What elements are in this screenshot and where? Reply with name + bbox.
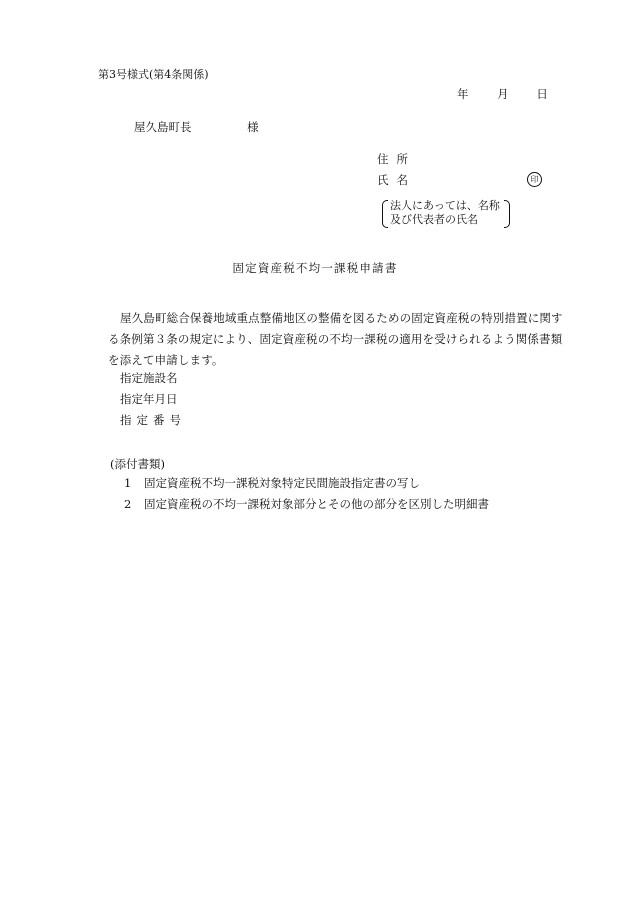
- attachment-text: 固定資産税の不均一課税対象部分とその他の部分を区別した明細書: [144, 497, 489, 511]
- corporation-note-line1: 法人にあっては、名称: [390, 199, 500, 212]
- date-line: [457, 88, 548, 102]
- address-label: 住所: [377, 152, 416, 166]
- corporation-note: [382, 199, 510, 227]
- attachment-text: 固定資産税不均一課税対象特定民間施設指定書の写し: [144, 476, 420, 490]
- designation-number: 指定番号: [120, 413, 186, 427]
- addressee: 屋久島町長: [134, 120, 192, 134]
- attachment-item: [124, 477, 420, 491]
- date-month: 月: [497, 87, 509, 101]
- application-body: 屋久島町総合保養地域重点整備地区の整備を図るための固定資産税の特別措置に関する条例第３条の規定により、固定資産税の不均一課税の適用を受けられるよう関係書類を添えて申請します。: [108, 311, 563, 367]
- attachment-item: [124, 498, 489, 512]
- attachment-number: 1: [124, 476, 132, 490]
- name-label: 氏名: [377, 173, 416, 187]
- bracket-right: [504, 200, 510, 228]
- seal-mark: 印: [527, 172, 542, 187]
- designation-date: 指定年月日: [120, 392, 178, 406]
- designated-facility-name: 指定施設名: [120, 371, 178, 385]
- form-number: 第3号様式(第4条関係): [98, 68, 209, 81]
- attachments-heading: (添付書類): [110, 457, 165, 471]
- attachment-number: 2: [124, 497, 132, 511]
- bracket-left: [382, 200, 388, 228]
- document-title: 固定資産税不均一課税申請書: [232, 261, 398, 275]
- addressee-honorific: 様: [247, 120, 259, 134]
- addressee-line: [134, 121, 259, 135]
- date-year: 年: [457, 87, 469, 101]
- corporation-note-line2: 及び代表者の氏名: [390, 213, 478, 226]
- date-day: 日: [536, 87, 548, 101]
